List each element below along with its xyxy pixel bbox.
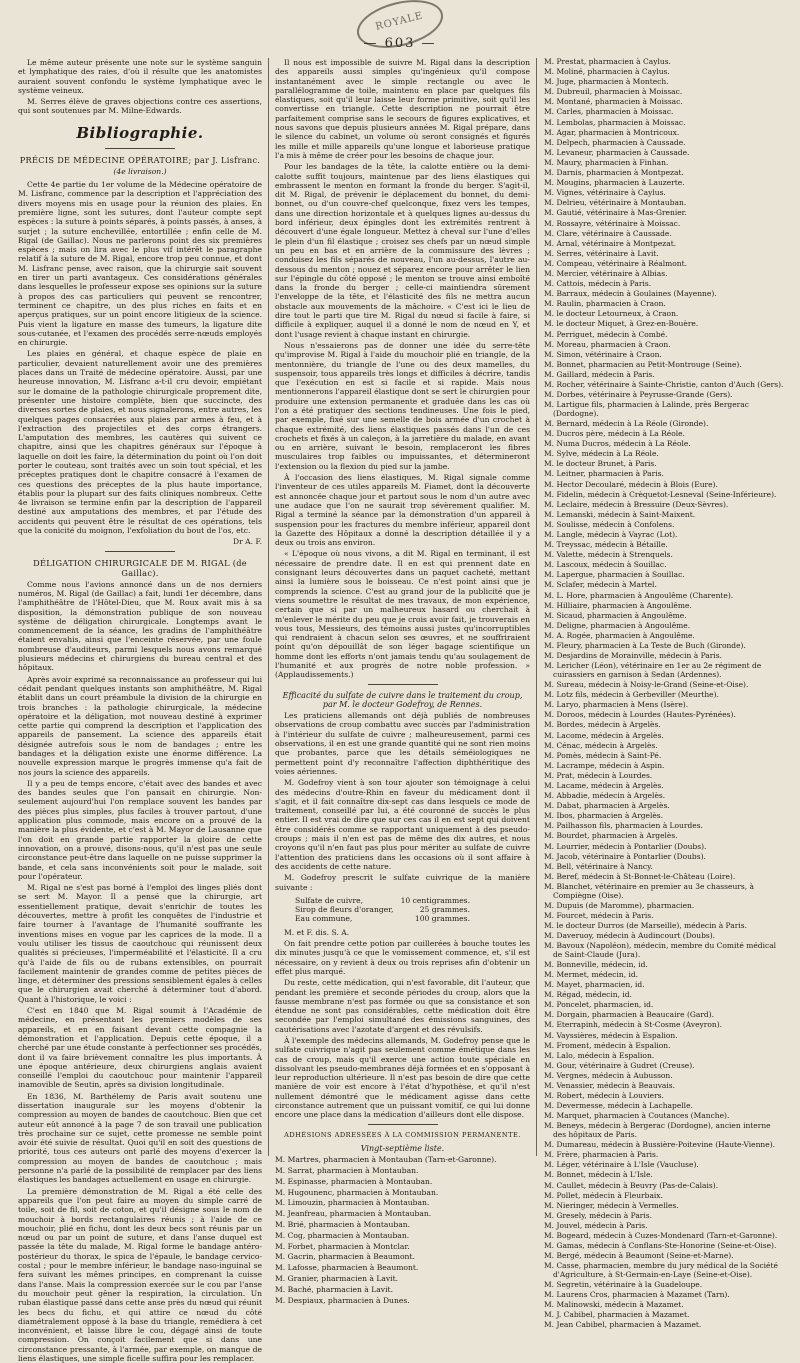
list-item: M. Fidelin, médecin à Crèquetot-Lesneval (Seine-Inférieure). [544, 489, 777, 499]
list-item: M. Leclaire, médecin à Bressuire (Deux-Sèvres). [544, 499, 729, 509]
list-item: M. Malinowski, médecin à Mazamet. [544, 1300, 684, 1310]
list-item: M. Rossayre, vétérinaire à Moissac. [544, 218, 681, 228]
list-item: M. Bonneville, médecin, id. [544, 959, 648, 969]
list-item: M. Fleury, pharmacien à La Teste de Buch (Gironde). [544, 641, 746, 651]
list-item: M. Venassier, médecin à Beauvais. [544, 1081, 676, 1090]
list-item: M. Devermesse, médecin à Lachapelle. [544, 1101, 693, 1111]
list-item: M. Carles, pharmacien à Moissac. [544, 107, 674, 117]
list-item: M. Bernard, médecin à La Réole (Gironde). [544, 418, 709, 428]
prescription-row [295, 914, 470, 923]
list-item: M. Gamas, médecin à Conflans-Ste-Honorine (Seine-et-Oise). [544, 1241, 777, 1251]
list-item: M. Régad, médecin, id. [544, 990, 632, 1000]
list-item: M. Poncelet, pharmacien, id. [544, 1000, 654, 1010]
list-item: M. Sarrat, pharmacien à Montauban. [275, 1166, 419, 1176]
list-item: M. Brié, pharmacien à Montauban. [275, 1220, 411, 1230]
column-right [536, 57, 784, 1330]
list-item: M. Lericher (Léon), vétérinaire en 1er au 2e régiment de cuirassiers en garnison à Sedan (Ardennes). [544, 661, 762, 679]
list-item: M. Lotz fils, médecin à Gerbeviller (Meurthe). [544, 690, 719, 700]
adhesion-list [275, 1155, 530, 1305]
list-item: M. Jeanfreau, pharmacien à Montauban. [275, 1209, 432, 1219]
list-item: M. Prat, médecin à Lourdes. [544, 770, 653, 780]
list-item: M. Robert, médecin à Louviers. [544, 1091, 664, 1101]
list-item: M. Compeau, vétérinaire à Réalmont. [544, 258, 688, 268]
list-item: M. Hilliaire, pharmacien à Angoulême. [544, 600, 692, 610]
list-item: M. Moliné, pharmacien à Caylus. [544, 67, 670, 77]
paragraph: Le même auteur présente une note sur le système sanguin et lymphatique des raies, d'où il résulte que les anatomistes auraient souvent confondu le système lymphatique avec le système veineux. [18, 58, 262, 95]
list-item: M. Agar, pharmacien à Montricoux. [544, 127, 680, 137]
adhesion-list [544, 58, 784, 1330]
article-subtitle: (4e livraison.) [113, 166, 167, 176]
page-number: — 603 — [363, 36, 437, 51]
prescription-row [295, 896, 470, 905]
list-item: M. Cénac, médecin à Argelès. [544, 740, 658, 750]
list-item: M. Simon, vétérinaire à Craon. [544, 349, 662, 359]
list-item: M. Gautié, vétérinaire à Mas-Grenier. [544, 208, 687, 218]
list-item: M. Léger, vétérinaire à L'Isle (Vaucluse). [544, 1160, 699, 1170]
list-item: M. Granier, pharmacien à Lavit. [275, 1274, 399, 1284]
list-item: M. Dorbes, vétérinaire à Peyrusse-Grande (Gers). [544, 390, 733, 400]
list-item: M. Pailhasson fils, pharmacien à Lourdes. [544, 821, 703, 831]
dose: 100 grammes. [414, 914, 470, 924]
list-item: M. le docteur Brunet, à Paris. [544, 459, 657, 469]
list-item: M. Casse, pharmacien, membre du jury médical de la Société d'Agriculture, à St-Germain-en-Laye (Seine-et-Oise). [544, 1261, 778, 1279]
list-item: M. Leitner, pharmacien à Paris. [544, 469, 664, 479]
stamp-text: ROYALE [374, 10, 425, 33]
article-body [18, 180, 262, 535]
list-item: M. Vignes, vétérinaire à Caylus. [544, 188, 666, 198]
paragraph: « L'époque où nous vivons, a dit M. Rigal en terminant, il est nécessaire de prendre date. Il en est qui prennent date en consignant leurs découvertes dans un paquet cacheté, mettant ainsi la lumière sous le boisseau. Ce n'est point ainsi que je comprends la science. C'est au grand jour de la publicité que je viens soumettre le résultat de mes travaux, de mon expérience, certain que si par un malheureux hasard ou cherchait à m'enlever le mérite du peu que je crois avoir fait, je trouverais en vous tous, Messieurs, des témoins aussi justes qu'incorruptibles qui rendraient à chacun selon ses œuvres, et ne souffriraient point qu'on dépouillât de son léger bagage scientifique un homme dont les efforts n'ont jamais tendu qu'au soulagement de l'humanité et aux progrès de notre noble profession. » (Applaudissements.) [275, 549, 530, 680]
list-item: M. Jouvel, médecin à Paris. [544, 1220, 648, 1230]
paragraph: M. Godefroy vient à son tour ajouter son témoignage à celui des médecins d'outre-Rhin en faveur du médicament dont il s'agit, et il fait connaître dix-sept cas dans lesquels ce mode de traitement, conseillé par lui, a été couronné de succès le plus entier. Il est vrai de dire que sur ces cas il en est sept qui doivent être considérés comme se rapportant uniquement à des pseudo-croups ; mais il n'en est pas de même des dix autres, et nous croyons qu'il n'en faut pas plus pour mériter au sulfate de cuivre l'attention des praticiens dans les occasions où il sont affaire à des accidents de cette nature. [275, 778, 530, 871]
list-item: M. Martres, pharmacien à Montauban (Tarn-et-Garonne). [275, 1155, 497, 1165]
list-item: M. Dabat, pharmacien à Argelès. [544, 801, 670, 811]
list-item: M. Forbet, pharmacien à Montclar. [275, 1241, 410, 1251]
list-item: M. Lafosse, pharmacien à Beaumont. [275, 1263, 419, 1273]
list-item: M. Bonnet, pharmacien au Petit-Montrouge (Seine). [544, 359, 742, 369]
list-item: M. Montané, pharmacien à Moissac. [544, 97, 683, 107]
paragraph: Il nous est impossible de suivre M. Rigal dans la description des appareils aussi simples qu'ingénieux qu'il compose instantanément avec le simple rectangle ou avec le parallélogramme de toile, maintenu en place par quelques fils élastiques, soit qu'il leur laisse leur forme primitive, soit qu'il les convertisse en triangle. Cette description ne pourrait être parfaitement comprise sans le secours de figures explicatives, et nous savons que depuis plusieurs années M. Rigal prépare, dans le silence du cabinet, un volume où seront consignés et figurés les mille et mille appareils qu'une longue et laborieuse pratique l'a mis à même de créer pour les besoins de chaque jour. [275, 58, 530, 160]
list-item: M. Cattois, médecin à Paris. [544, 279, 652, 289]
list-item: M. Mayet, pharmacien, id. [544, 980, 645, 990]
list-item: M. Numa Ducros, médecin à La Réole. [544, 439, 691, 449]
list-item: M. Bergé, médecin à Beaumont (Seine-et-Marne). [544, 1251, 734, 1261]
list-item: M. Clare, vétérinaire à Caussade. [544, 228, 672, 238]
paragraph: Les plaies en général, et chaque espèce de plaie en particulier, devaient naturellement avoir une des premières places dans un Traité de médecine opératoire. Aussi, par une heureuse innovation, M. Lisfranc a-t-il cru devoir, empiétant sur le domaine de la pathologie chirurgicale proprement dite, présenter une histoire complète, bien que succincte, des diverses sortes de plaies, et nous signalerons, entre autres, les quelques pages consacrées aux plaies par armes à feu, et à l'extraction des projectiles et des corps étrangers. L'amputation des membres, les cautères qui suivent ce chapitre, ainsi que les chapitres généraux sur l'époque à laquelle on doit les faire, la détermination du point où l'on doit porter le couteau, sont traités avec un soin tout spécial, et les préceptes pratiques dont le chapitre consacré à l'examen de ces questions des préceptes de la plus haute importance, établis pour la plupart sur des faits cliniques nombreux. Cette 4e livraison se termine enfin par la description de l'appareil destiné aux amputations des membres, et par l'étude des accidents qui peuvent être le résultat de ces opérations, tels que la conicité du moignon, l'exfoliation du bout de l'os, etc. [18, 349, 262, 536]
list-item: M. Eterrapinh, médecin à St-Cosme (Aveyron). [544, 1020, 723, 1030]
list-item: M. Frère, pharmacien à Paris. [544, 1150, 659, 1160]
list-item: M. le docteur Miquet, à Grez-en-Bouère. [544, 319, 699, 329]
list-item: M. Beneys, médecin à Bergerac (Dordogne), ancien interne des hôpitaux de Paris. [544, 1121, 771, 1140]
list-item: M. Langle, médecin à Vayrac (Lot). [544, 530, 678, 540]
paragraph: Nous n'essaierons pas de donner une idée du serre-tête qu'improvise M. Rigal à l'aide du mouchoir plié en triangle, de la mentonnière, du triangle de l'une ou des deux mamelles, du suspensoir, tous appareils très longs et difficiles à décrire, tandis que l'exécution en est si facile et si rapide. Mais nous mentionnerons l'appareil élastique dont se sert le chirurgien pour produire une extension permanente et graduée dans les cas où l'on a été pratiquer des sections tendineuses. Une fois le pied, par exemple, fixé sur une semelle de bois armée d'un crochet à chaque extrémité, des liens élastiques passés dans l'un de ces crochets et fixés à un caleçon, à la jarretière du malade, en avant ou en arrière, suivant le besoin, remplaceront les fibres musculaires trop faibles ou impuissantes, et détermineront l'extension ou la flexion du pied sur la jambe. [275, 340, 530, 471]
list-item: M. le docteur Letourneux, à Craon. [544, 309, 679, 319]
list-item: M. Valette, médecin à Strenquels. [544, 550, 673, 560]
list-item: M. Jean Cabibel, pharmacien à Mazamet. [544, 1320, 702, 1330]
article-title: PRÉCIS DE MÉDECINE OPÉRATOIRE; par J. Lisfranc. [19, 154, 261, 165]
list-item: M. Deligne, pharmacien à Angoulême. [544, 620, 691, 630]
list-item: M. Serres, vétérinaire à Lavit. [544, 248, 659, 258]
list-item: M. Cog, pharmacien à Montauban. [275, 1230, 410, 1240]
article-body [18, 580, 262, 1363]
list-item: M. Segretin, vétérinaire à la Guadeloupe. [544, 1280, 703, 1290]
intro-paragraphs [18, 58, 262, 116]
list-item: M. Ducros père, médecin à La Réole. [544, 429, 685, 439]
list-item: M. Lalo, médecin à Espalion. [544, 1050, 655, 1060]
column-middle [268, 58, 536, 1305]
paragraph: C'est en 1840 que M. Rigal soumit à l'Académie de médecine, en présentant les premiers modèles de ses appareils, et en en faisant devant cette compagnie la démonstration et l'application. Depuis cette époque, il a cherché par une étude constante à perfectionner ses procédés, dont il va faire brièvement connaître les plus importants. À une époque antérieure, deux chirurgiens anglais avaient conseillé l'emploi du caoutchouc pour maintenir l'appareil inamovible de Seutin, après sa division longitudinale. [18, 1006, 262, 1090]
list-item: M. Soulisse, médecin à Confolens. [544, 519, 675, 529]
divider [105, 551, 175, 552]
list-item: M. Fourcet, médecin à Paris. [544, 910, 654, 920]
list-item: M. Moreau, pharmacien à Craon. [544, 339, 671, 349]
list-item: M. L. Hore, pharmacien à Angoulême (Charente). [544, 590, 734, 600]
ingredient: Sulfate de cuivre, [295, 895, 363, 905]
list-item: M. Darnis, pharmacien à Montpezat. [544, 168, 684, 178]
divider [105, 148, 175, 149]
list-item: M. Bavoux (Napoléon), médecin, membre du Comité médical de Saint-Claude (Jura). [544, 941, 777, 959]
list-item: M. Marquet, pharmacien à Coutances (Manche). [544, 1111, 730, 1121]
list-item: M. le docteur Durros (de Marseille), médecin à Paris. [544, 920, 747, 930]
list-item: M. Sylve, médecin à La Réole. [544, 449, 659, 459]
list-item: M. Lourrier, médecin à Pontarlier (Doubs). [544, 841, 707, 851]
list-item: M. Bogeard, médecin à Cuzes-Mondenard (Tarn-et-Garonne). [544, 1231, 778, 1241]
section-heading: Bibliographie. [76, 123, 204, 142]
list-item: M. Arnal, vétérinaire à Montpezat. [544, 238, 677, 248]
column-left [18, 58, 268, 1363]
list-item: M. J. Cabibel, pharmacien à Mazamet. [544, 1310, 690, 1320]
list-item: M. Vayssières, médecin à Espalion. [544, 1030, 678, 1040]
list-item: M. Hector Decoularé, médecin à Blois (Eure). [544, 479, 718, 489]
divider [368, 684, 438, 685]
paragraph: Il y a peu de temps encore, c'était avec des bandes et avec des bandes seules que l'on pansait en chirurgie. Non-seulement aujourd'hui l'on remplace souvent les bandes par des pièces plus simples, plus faciles à trouver partout, d'une application plus commode, mais encore on a prouvé de la manière la plus évidente, et c'est à M. Mayor de Lausanne que l'on doit en grande partie rapporter la gloire de cette innovation, on a prouvé, disons-nous, qu'il n'est pas une seule circonstance peut-être dans laquelle on ne puisse supprimer la bande, et cela sans inconvénients soit pour le malade, soit pour l'opérateur. [18, 778, 262, 881]
list-item: M. A. Rogée, pharmacien à Angoulême. [544, 630, 695, 640]
paragraph: Cette 4e partie du 1er volume de la Médecine opératoire de M. Lisfranc, commence par la description et l'appréciation des divers moyens mis en usage pour la réunion des plaies. En première ligne, sont les sutures, dont l'auteur compte sept espèces : la suture à points séparés, à points passés, à anses, à surjet ; la suture enchevillée, entortillée ; enfin celle de M. Rigal (de Gaillac). Nous ne parlerons point des six premières espèces ; mais on lira avec le plus vif intérêt le paragraphe relatif à la suture de M. Rigal, encore trop peu connue, et dont M. Lisfranc pense, avec raison, que la chirurgie sait souvent en tirer un parti avantageux. Ces considérations générales dans lesquelles le professeur expose ses opinions sur la suture à propos des cas particuliers qui peuvent se rencontrer, terminent ce chapitre, un des plus riches en faits et en aperçus pratiques, sur un point encore litigieux de la science. Puis vient la ligature en masse des tumeurs, la ligature dite sous-cutanée, et l'examen des procédés serre-nœuds employés en chirurgie. [18, 180, 262, 348]
list-item: M. Pomès, médecin à Saint-Pé. [544, 750, 662, 760]
list-item: M. Bordes, médecin à Argelès. [544, 720, 661, 730]
dose: 25 grammes. [419, 905, 470, 915]
list-item: M. Maury, pharmacien à Finhan. [544, 157, 669, 167]
list-item: M. Bourdet, pharmacien à Argelès. [544, 831, 678, 841]
list-item: M. Beref, médecin à St-Bonnet-le-Château (Loire). [544, 871, 736, 881]
list-item: M. Lascoux, médecin à Souillac. [544, 560, 667, 570]
list-item: M. Hugounenc, pharmacien à Montauban. [275, 1187, 439, 1197]
list-item: M. Laryo, pharmacien à Mens (Isère). [544, 700, 689, 710]
list-item: M. Delpech, pharmacien à Caussade. [544, 137, 686, 147]
adhesions-heading: ADHÉSIONS ADRESSÉES À LA COMMISSION PERMANENTE. [284, 1130, 521, 1139]
list-item: M. Barraux, médecin à Goulaines (Mayenne). [544, 289, 717, 299]
paragraph: La première démonstration de M. Rigal a été celle des appareils que l'on peut faire au moyen du simple carré de toile, soit de fil, soit de coton, et qu'il désigne sous le nom de mouchoir à bords rectangulaires réunis ; à l'aide de ce mouchoir, plié en fichu, dont les deux becs sont réunis par un nœud ou par un point de suture, et dans l'anse duquel est passée la tête du malade, M. Rigal forme le bandage antéro-postérieur du thorax, le spica de l'épaule, le bandage cervico-costal ; pour le membre inférieur, le bandage naso-inguinal se fera suivant les mêmes principes, en comprenant la cuisse dans l'anse. Mais la compression exercée sur le cou par l'anse du mouchoir peut gêner la respiration, la circulation. Un ruban élastique passé dans cette anse près du nœud qui réunit les becs du fichu, et qui attire ce nœud du côté diamétralement opposé à la base du triangle, remédiera à cet inconvénient, et laisse libre le cou, dégagé ainsi de toute compression. On conçoit facilement que si dans une circonstance pressante, à l'armée, par exemple, on manque de liens élastiques, une simple ficelle suffira pour les remplacer. [18, 1186, 262, 1363]
list-item: M. Lacame, médecin à Argelès. [544, 780, 664, 790]
list-item: M. Vergnes, médecin à Aubusson. [544, 1070, 673, 1080]
list-item: M. Gacrin, pharmacien à Beaumont. [275, 1252, 415, 1262]
list-item: M. Gaillard, médecin à Paris. [544, 369, 655, 379]
list-item: M. Gresely, médecin à Paris. [544, 1210, 653, 1220]
list-item: M. Bonnet, médecin à L'Isle. [544, 1170, 653, 1180]
list-item: M. Froment, médecin à Espalion. [544, 1040, 671, 1050]
list-item: M. Rocher, vétérinaire à Sainte-Christie, canton d'Auch (Gers). [544, 380, 784, 389]
paragraph: En 1836, M. Barthélemy de Paris avait soutenu une dissertation inaugurale sur les moyens d'obtenir la compression au moyen de bandes de caoutchouc. Bien que cet auteur eût annoncé à la page 7 de son travail une publication très prochaine sur ce sujet, cette promesse ne semble point avoir été suivie de résultat. Quoi qu'il en soit des questions de priorité, tous ces auteurs ont parlé des moyens d'exercer la compression au moyen de bandes de caoutchouc ; mais personne n'a parlé de la possibilité de remplacer par des liens élastiques les bandages actuellement en usage en chirurgie. [18, 1091, 262, 1185]
paragraph: Comme nous l'avions annoncé dans un de nos derniers numéros, M. Rigal (de Gaillac) a fait, lundi 1er décembre, dans l'amphithéâtre de l'Hôtel-Dieu, que M. Roux avait mis à sa disposition, la démonstration publique de son nouveau système de déligation chirurgicale. Longtemps avant le commencement de la séance, les gradins de l'amphithéâtre étaient envahis, ainsi que l'enceinte réservée, par une foule nombreuse d'auditeurs, parmi lesquels nous avons remarqué plusieurs médecins et chirurgiens du bureau central et des hôpitaux. [18, 579, 262, 673]
list-item: M. Gour, vétérinaire à Gudret (Creuse). [544, 1060, 695, 1070]
list-item: M. Mougins, pharmacien à Lauzerte. [544, 178, 685, 188]
list-item: M. Baché, pharmacien à Lavit. [275, 1284, 393, 1294]
paragraph: Après avoir exprimé sa reconnaissance au professeur qui lui cédait pendant quelques instants son amphithéâtre, M. Rigal établit dans un court préambule la division de la chirurgie en trois branches : la pathologie chirurgicale, la médecine opératoire et la déligation, mot nouveau destiné à exprimer cette partie qui comprend la description et l'application des appareils de pansement. La science des appareils était désignée autrefois sous le nom de bandages ; entre les bandages et la déligation existe une énorme différence. La nouvelle expression marque le progrès immense qu'a fait de nos jours la science des appareils. [18, 674, 262, 777]
list-item: M. Lembolas, pharmacien à Moissac. [544, 117, 686, 127]
paragraph: M. Serres élève de graves objections contre ces assertions, qui sont soutenues par M. Milne-Edwards. [18, 97, 262, 116]
list-item: M. Sicaud, pharmacien à Angoulême. [544, 610, 687, 620]
list-item: M. Sclafer, médecin à Martel. [544, 580, 657, 590]
article-title: DÉLIGATION CHIRURGICALE DE M. RIGAL (de Gaillac). [33, 557, 247, 578]
list-item: M. Bell, vétérinaire à Nancy. [544, 861, 653, 871]
paragraph: Les praticiens allemands ont déjà publiés de nombreuses observations de croup combattu avec succès par l'administration à l'intérieur du sulfate de cuivre ; malheureusement, parmi ces observations, il en est une grande quantité qui ne sont rien moins que probantes, parce que les détails séméiologiques ne permettent point d'y reconnaître l'affection diphthéritique des voies aériennes. [275, 711, 530, 776]
list-item: M. Treyssac, médecin à Bétaille. [544, 540, 668, 550]
prescription-note: M. et F. dis. S. A. [284, 927, 350, 937]
list-item: M. Raulin, pharmacien à Craon. [544, 299, 666, 309]
paragraph: Pour les bandages de la tête, la calotte entière ou la demi-calotte suffit toujours, maintenue par des liens élastiques qui embrassent le menton en formant la fronde du berger. S'agit-il, dit M. Rigal, de prévenir le déplacement du bonnet, du demi-bonnet, ou d'un couvre-chef quelconque, fixez vers les tempes, dans une direction horizontale et à quelques lignes au-dessus du bord inférieur, deux épingles dont les extrémités rentrent à découvert d'une égale longueur. Mettez à cheval sur l'une d'elles le plein d'un fil élastique ; croisez ses chefs par un nœud simple un peu en bas et en arrière de la commissure des lèvres ; conduisez les fils séparés de nouveau, l'un au-dessus, l'autre au-dessous du menton ; nouez et séparez encore pour arrêter le lien sur l'épingle du côté opposé ; le menton se trouve ainsi emboîté dans la fronde du berger ; celle-ci maintiendra sûrement l'enveloppe de la tête, et l'élasticité des fils ne mettra aucun obstacle aux mouvements de la mâchoire. « C'est ici le lieu de dire tout le parti que tire M. Rigal du nœud si facile à faire, si difficile à expliquer, auquel il a donné le nom de nœud en Y, et dont l'usage revient à chaque instant en chirurgie. [275, 162, 530, 339]
dose: 10 centigrammes. [400, 895, 470, 905]
article-body [275, 58, 530, 680]
list-item: M. Desjardins de Morainville, médecin à Paris. [544, 651, 722, 661]
list-item: M. Delrieu, vétérinaire à Montauban. [544, 198, 687, 208]
paragraph: M. Rigal ne s'est pas borné à l'emploi des linges pliés dont se sert M. Mayor. Il a pensé que la chirurgie, art essentiellement pratique, devait s'enrichir de toutes les découvertes, mettre à profit les conquêtes de l'industrie et faire tourner à l'avantage de l'humanité souffrante les inventions mises en vogue par les caprices de la mode. Il a voulu utiliser les tissus de caoutchouc qui réunissent deux qualités si précieuses, l'imperméabilité et l'élasticité. Il a cru qu'à l'aide de fils ou de rubans extensibles, on pourrait facilement maintenir de grandes comme de petites pièces de linge, et déterminer des pressions sensiblement égales à celles que le chirurgien avait cherché à déterminer tout d'abord. Quant à l'historique, le voici : [18, 883, 262, 1004]
list-item: M. Doroos, médecin à Lourdes (Hautes-Pyrénées). [544, 710, 736, 720]
list-item: M. Daveruoy, médecin à Audincourt (Doubs). [544, 930, 716, 940]
divider [368, 1124, 438, 1125]
list-item: M. Juge, pharmacien à Montech. [544, 77, 669, 87]
list-item: M. Mermet, médecin, id. [544, 969, 639, 979]
list-item: M. Lacome, médecin à Argelès. [544, 730, 664, 740]
list-item: M. Blanchet, vétérinaire en premier au 3e chasseurs, à Compiègne (Oise). [544, 881, 754, 900]
article-signature: Dr A. F. [233, 537, 262, 547]
paragraph: À l'occasion des liens élastiques, M. Rigal signale comme l'inventeur de ces utiles appareils M. Fiamet, dont la découverte est annoncée chaque jour et partout sous le nom d'un autre avec une audace que l'on ne saurait trop sévèrement qualifier. M. Rigal a terminé la séance par la démonstration d'un appareil à suspension pour les fractures du membre inférieur, appareil dont la Gazette des Hôpitaux a donné la description détaillée il y a deux ou trois ans environ. [275, 473, 530, 548]
list-item: M. Nieringer, médecin à Vermelles. [544, 1200, 679, 1210]
list-item: M. Lacrampe, médecin à Aspin. [544, 760, 665, 770]
list-item: M. Espinasse, pharmacien à Montauban. [275, 1176, 433, 1186]
list-item: M. Perriguet, médecin à Combé. [544, 329, 668, 339]
article-title: Efficacité du sulfate de cuivre dans le traitement du croup, par M. le docteur Godefroy, de Rennes. [282, 690, 523, 709]
list-item: M. Pollet, médecin à Fleurbaix. [544, 1190, 663, 1200]
list-item: M. Lemanski, médecin à Saint-Maixent. [544, 509, 696, 519]
list-item: M. Prestat, pharmacien à Caylus. [544, 57, 671, 66]
list-item: M. Dorgain, pharmacien à Beaucaire (Gard). [544, 1010, 715, 1020]
paragraph: Du reste, cette médication, qui n'est favorable, dit l'auteur, que pendant les première et seconde périodes du croup, alors que la fausse membrane n'est pas formée ou que sa consistance et son étendue ne sont pas considérables, cette médication doit être secondée par l'emploi simultané des émissions sanguines, des cautérisations avec l'azotate d'argent et des révulsifs. [275, 978, 530, 1034]
list-item: M. Lartigue fils, pharmacien à Lalinde, près Bergerac (Dordogne). [544, 400, 749, 418]
list-item: M. Sureau, médecin à Noisy-le-Grand (Seine-et-Oise). [544, 680, 749, 690]
article-body [275, 939, 530, 1120]
prescription [295, 896, 530, 924]
list-item: M. Abbadie, médecin à Argelès. [544, 791, 666, 801]
list-item: M. Limouzin, pharmacien à Montauban. [275, 1198, 430, 1208]
list-item: M. Lapergue, pharmacien à Souillac. [544, 570, 685, 580]
list-item: M. Mercier, vétérinaire à Albias. [544, 268, 668, 278]
list-item: M. Despiaux, pharmacien à Dunes. [275, 1295, 410, 1305]
list-item: M. Levaneur, pharmacien à Caussade. [544, 147, 690, 157]
paragraph: À l'exemple des médecins allemands, M. Godefroy pense que le sulfate cuivrique n'agit pas seulement comme émétique dans les cas de croup, mais qu'il exerce une action toute spéciale en dissolvant les pseudo-membranes déjà formées et en s'opposant à leur reproduction ultérieure. Il n'est pas besoin de dire que cette manière de voir est encore à l'état d'hypothèse, et qu'il n'est nullement démontré que le médicament agisse dans cette circonstance autrement que un puissant vomitif, ce qui lui donne encore une place dans la médication d'ailleurs dont elle dispose. [275, 1035, 530, 1120]
paragraph: M. Godefroy prescrit le sulfate cuivrique de la manière suivante : [275, 873, 530, 892]
list-item: M. Jacob, vétérinaire à Pontarlier (Doubs). [544, 851, 706, 861]
paragraph: On fait prendre cette potion par cuillerées à bouche toutes les dix minutes jusqu'à ce que le vomissement commence, et, s'il est nécessaire, on y revient à deux ou trois reprises afin d'obtenir un effet plus marqué. [275, 939, 530, 976]
list-heading: Vingt-septième liste. [360, 1143, 445, 1153]
ingredient: Sirop de fleurs d'oranger, [295, 905, 394, 915]
list-item: M. Dupuis (de Maromme), pharmacien. [544, 900, 695, 910]
list-item: M. Ibos, pharmacien à Argelès. [544, 811, 664, 821]
list-item: M. Dumareau, médecin à Bussière-Poitevine (Haute-Vienne). [544, 1140, 775, 1150]
list-item: M. Dubreuil, pharmacien à Moissac. [544, 87, 683, 97]
list-item: M. Caullet, médecin à Beuvry (Pas-de-Calais). [544, 1180, 719, 1190]
ingredient: Eau commune, [295, 914, 353, 924]
prescription-row [295, 905, 470, 914]
columns [18, 57, 784, 1363]
list-item: M. Laurens Cros, pharmacien à Mazamet (Tarn). [544, 1290, 730, 1300]
article-body [275, 711, 530, 892]
